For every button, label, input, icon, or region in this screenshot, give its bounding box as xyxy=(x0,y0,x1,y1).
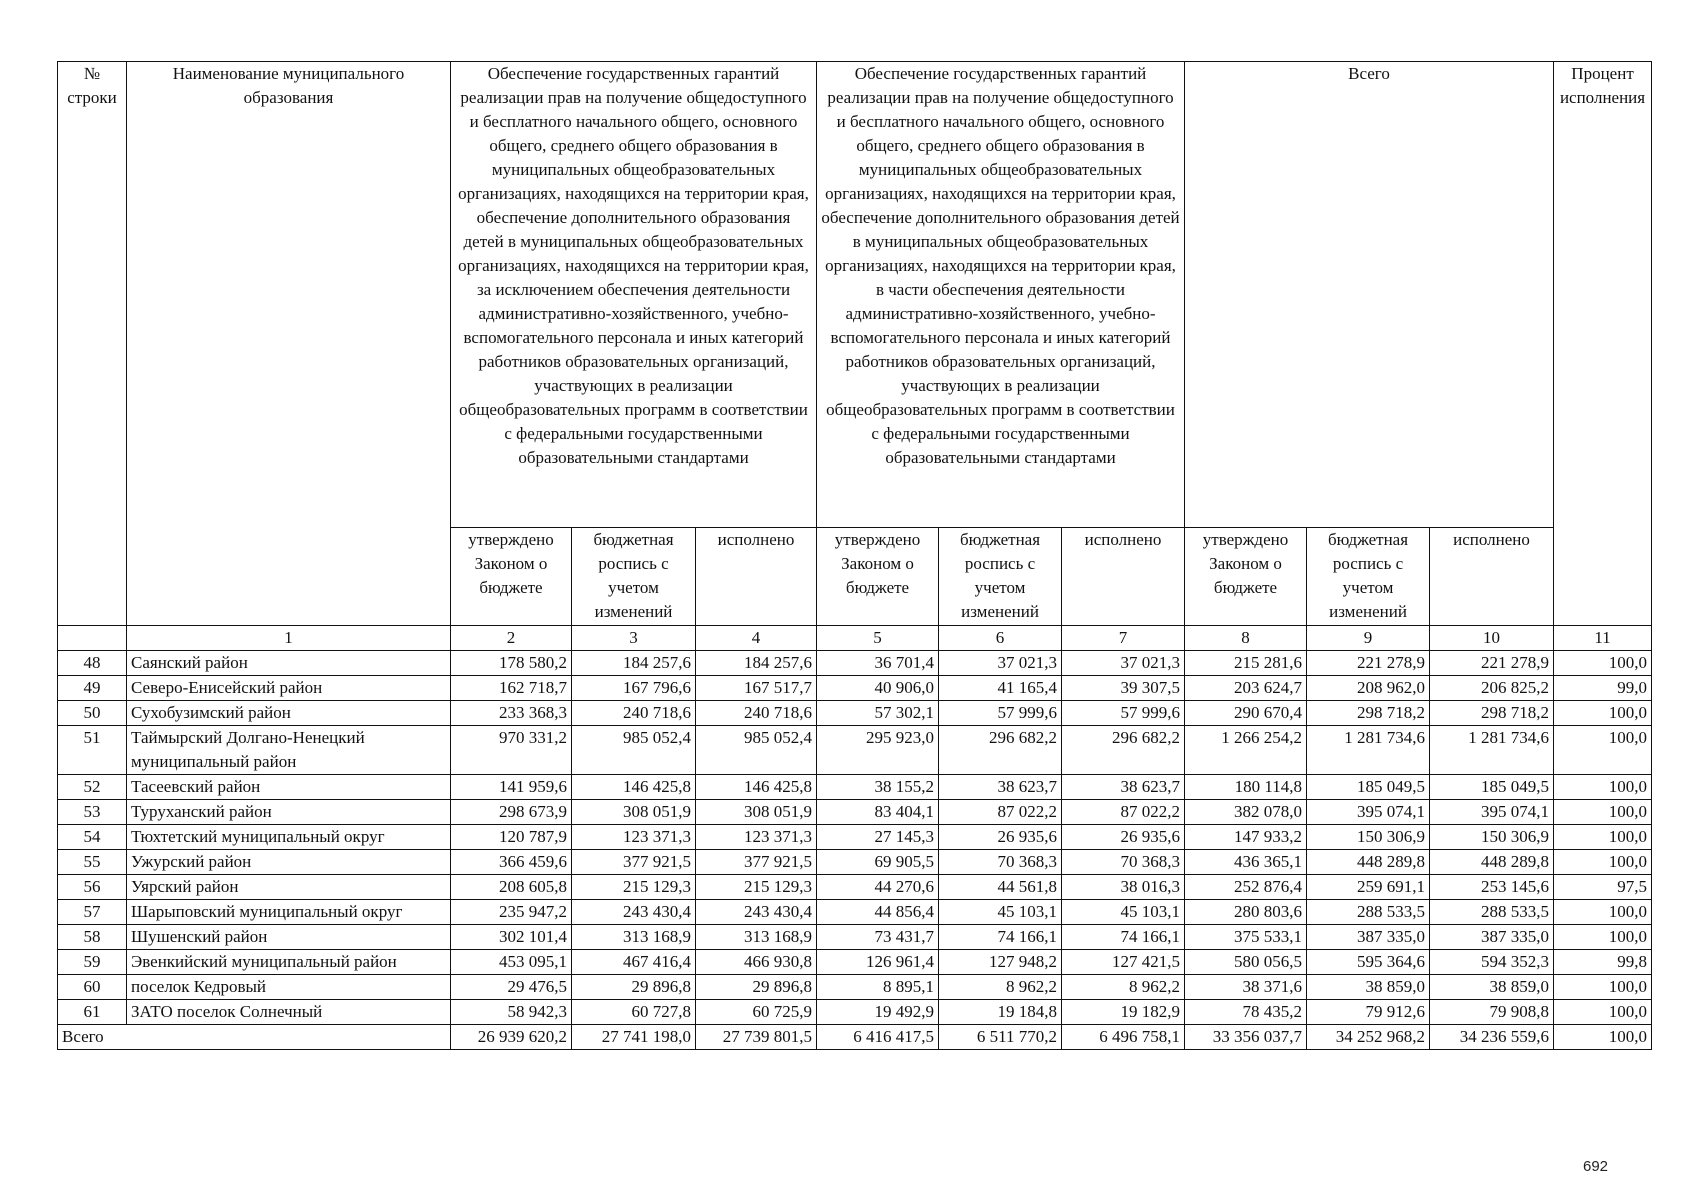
value-cell: 123 371,3 xyxy=(572,825,696,850)
value-cell: 37 021,3 xyxy=(939,651,1062,676)
value-cell: 288 533,5 xyxy=(1430,900,1554,925)
column-number: 5 xyxy=(817,626,939,651)
value-cell: 29 476,5 xyxy=(451,975,572,1000)
municipality-name-cell: поселок Кедровый xyxy=(127,975,451,1000)
subheader-executed: исполнено xyxy=(1430,528,1554,626)
column-number: 6 xyxy=(939,626,1062,651)
value-cell: 290 670,4 xyxy=(1185,701,1307,726)
value-cell: 296 682,2 xyxy=(1062,726,1185,775)
value-cell: 178 580,2 xyxy=(451,651,572,676)
value-cell: 215 129,3 xyxy=(572,875,696,900)
municipality-name-cell: Ужурский район xyxy=(127,850,451,875)
column-number: 4 xyxy=(696,626,817,651)
value-cell: 298 673,9 xyxy=(451,800,572,825)
subheader-budget-list: бюджетная роспись с учетом изменений xyxy=(1307,528,1430,626)
value-cell: 243 430,4 xyxy=(696,900,817,925)
value-cell: 70 368,3 xyxy=(939,850,1062,875)
value-cell: 38 859,0 xyxy=(1307,975,1430,1000)
value-cell: 100,0 xyxy=(1554,701,1652,726)
value-cell: 594 352,3 xyxy=(1430,950,1554,975)
value-cell: 146 425,8 xyxy=(696,775,817,800)
header-group-total: Всего xyxy=(1185,62,1554,528)
column-number: 10 xyxy=(1430,626,1554,651)
value-cell: 19 184,8 xyxy=(939,1000,1062,1025)
budget-execution-table xyxy=(57,61,1652,1050)
value-cell: 100,0 xyxy=(1554,825,1652,850)
table-row xyxy=(58,701,1652,726)
column-number: 11 xyxy=(1554,626,1652,651)
value-cell: 97,5 xyxy=(1554,875,1652,900)
total-value-cell: 27 739 801,5 xyxy=(696,1025,817,1050)
value-cell: 298 718,2 xyxy=(1430,701,1554,726)
municipality-name-cell: Сухобузимский район xyxy=(127,701,451,726)
total-value-cell: 33 356 037,7 xyxy=(1185,1025,1307,1050)
value-cell: 44 856,4 xyxy=(817,900,939,925)
value-cell: 970 331,2 xyxy=(451,726,572,775)
row-number-cell: 61 xyxy=(58,1000,127,1025)
row-number-cell: 57 xyxy=(58,900,127,925)
total-value-cell: 6 511 770,2 xyxy=(939,1025,1062,1050)
value-cell: 150 306,9 xyxy=(1307,825,1430,850)
row-number-cell: 59 xyxy=(58,950,127,975)
value-cell: 240 718,6 xyxy=(572,701,696,726)
value-cell: 215 281,6 xyxy=(1185,651,1307,676)
municipality-name-cell: Тюхтетский муниципальный округ xyxy=(127,825,451,850)
municipality-name-cell: Таймырский Долгано-Ненецкий муниципальный район xyxy=(127,726,451,775)
value-cell: 147 933,2 xyxy=(1185,825,1307,850)
municipality-name-cell: Эвенкийский муниципальный район xyxy=(127,950,451,975)
column-number-row xyxy=(58,626,1652,651)
value-cell: 221 278,9 xyxy=(1307,651,1430,676)
header-percent-execution: Процент исполнения xyxy=(1554,62,1652,626)
value-cell: 37 021,3 xyxy=(1062,651,1185,676)
value-cell: 240 718,6 xyxy=(696,701,817,726)
table-row xyxy=(58,651,1652,676)
value-cell: 38 623,7 xyxy=(939,775,1062,800)
table-row xyxy=(58,975,1652,1000)
value-cell: 235 947,2 xyxy=(451,900,572,925)
value-cell: 466 930,8 xyxy=(696,950,817,975)
subheader-approved: утверждено Законом о бюджете xyxy=(817,528,939,626)
value-cell: 100,0 xyxy=(1554,726,1652,775)
value-cell: 120 787,9 xyxy=(451,825,572,850)
value-cell: 233 368,3 xyxy=(451,701,572,726)
municipality-name-cell: ЗАТО поселок Солнечный xyxy=(127,1000,451,1025)
value-cell: 70 368,3 xyxy=(1062,850,1185,875)
value-cell: 69 905,5 xyxy=(817,850,939,875)
value-cell: 100,0 xyxy=(1554,975,1652,1000)
total-value-cell: 6 416 417,5 xyxy=(817,1025,939,1050)
total-value-cell: 34 236 559,6 xyxy=(1430,1025,1554,1050)
value-cell: 57 302,1 xyxy=(817,701,939,726)
total-row xyxy=(58,1025,1652,1050)
value-cell: 253 145,6 xyxy=(1430,875,1554,900)
value-cell: 60 725,9 xyxy=(696,1000,817,1025)
total-value-cell: 34 252 968,2 xyxy=(1307,1025,1430,1050)
value-cell: 19 492,9 xyxy=(817,1000,939,1025)
value-cell: 243 430,4 xyxy=(572,900,696,925)
value-cell: 387 335,0 xyxy=(1307,925,1430,950)
value-cell: 377 921,5 xyxy=(696,850,817,875)
row-number-cell: 54 xyxy=(58,825,127,850)
municipality-name-cell: Саянский район xyxy=(127,651,451,676)
value-cell: 985 052,4 xyxy=(572,726,696,775)
value-cell: 79 912,6 xyxy=(1307,1000,1430,1025)
value-cell: 167 517,7 xyxy=(696,676,817,701)
value-cell: 387 335,0 xyxy=(1430,925,1554,950)
table-row xyxy=(58,950,1652,975)
value-cell: 127 948,2 xyxy=(939,950,1062,975)
value-cell: 208 605,8 xyxy=(451,875,572,900)
value-cell: 39 307,5 xyxy=(1062,676,1185,701)
value-cell: 395 074,1 xyxy=(1430,800,1554,825)
value-cell: 38 859,0 xyxy=(1430,975,1554,1000)
table-row xyxy=(58,875,1652,900)
value-cell: 436 365,1 xyxy=(1185,850,1307,875)
value-cell: 467 416,4 xyxy=(572,950,696,975)
value-cell: 308 051,9 xyxy=(572,800,696,825)
value-cell: 78 435,2 xyxy=(1185,1000,1307,1025)
value-cell: 100,0 xyxy=(1554,775,1652,800)
table-row xyxy=(58,775,1652,800)
value-cell: 29 896,8 xyxy=(572,975,696,1000)
value-cell: 29 896,8 xyxy=(696,975,817,1000)
table-row xyxy=(58,1000,1652,1025)
value-cell: 1 281 734,6 xyxy=(1430,726,1554,775)
total-value-cell: 6 496 758,1 xyxy=(1062,1025,1185,1050)
column-number xyxy=(58,626,127,651)
value-cell: 296 682,2 xyxy=(939,726,1062,775)
value-cell: 146 425,8 xyxy=(572,775,696,800)
value-cell: 366 459,6 xyxy=(451,850,572,875)
row-number-cell: 51 xyxy=(58,726,127,775)
table-row xyxy=(58,925,1652,950)
value-cell: 99,0 xyxy=(1554,676,1652,701)
row-number-cell: 56 xyxy=(58,875,127,900)
value-cell: 45 103,1 xyxy=(1062,900,1185,925)
value-cell: 99,8 xyxy=(1554,950,1652,975)
municipality-name-cell: Уярский район xyxy=(127,875,451,900)
value-cell: 38 155,2 xyxy=(817,775,939,800)
header-group-education-guarantees: Обеспечение государственных гарантий реализации прав на получение общедоступного и бесплатного начального общего, основного общего, среднего общего образования в муниципальных общеобразовательных организациях, находящихся на территории края, обеспечение дополнительного образования детей в муниципальных общеобразовательных организациях, находящихся на территории края, за исключением обеспечения деятельности административно-хозяйственного, учебно-вспомогательного персонала и иных категорий работников образовательных организаций, участвующих в реализации общеобразовательных программ в соответствии с федеральными государственными образовательными стандартами xyxy=(451,62,817,528)
value-cell: 38 371,6 xyxy=(1185,975,1307,1000)
value-cell: 180 114,8 xyxy=(1185,775,1307,800)
value-cell: 126 961,4 xyxy=(817,950,939,975)
value-cell: 60 727,8 xyxy=(572,1000,696,1025)
value-cell: 375 533,1 xyxy=(1185,925,1307,950)
row-number-cell: 60 xyxy=(58,975,127,1000)
value-cell: 100,0 xyxy=(1554,925,1652,950)
municipality-name-cell: Тасеевский район xyxy=(127,775,451,800)
row-number-cell: 50 xyxy=(58,701,127,726)
value-cell: 595 364,6 xyxy=(1307,950,1430,975)
value-cell: 162 718,7 xyxy=(451,676,572,701)
header-group-support-staff: Обеспечение государственных гарантий реализации прав на получение общедоступного и бесплатного начального общего, основного общего, среднего общего образования в муниципальных общеобразовательных организациях, находящихся на территории края, обеспечение дополнительного образования детей в муниципальных общеобразовательных организациях, находящихся на территории края, в части обеспечения деятельности административно-хозяйственного, учебно-вспомогательного персонала и иных категорий работников образовательных организаций, участвующих в реализации общеобразовательных программ в соответствии с федеральными государственными образовательными стандартами xyxy=(817,62,1185,528)
value-cell: 100,0 xyxy=(1554,900,1652,925)
value-cell: 100,0 xyxy=(1554,651,1652,676)
value-cell: 36 701,4 xyxy=(817,651,939,676)
column-number: 7 xyxy=(1062,626,1185,651)
value-cell: 100,0 xyxy=(1554,800,1652,825)
subheader-executed: исполнено xyxy=(1062,528,1185,626)
subheader-approved: утверждено Законом о бюджете xyxy=(451,528,572,626)
value-cell: 58 942,3 xyxy=(451,1000,572,1025)
value-cell: 185 049,5 xyxy=(1307,775,1430,800)
value-cell: 8 895,1 xyxy=(817,975,939,1000)
value-cell: 252 876,4 xyxy=(1185,875,1307,900)
value-cell: 280 803,6 xyxy=(1185,900,1307,925)
value-cell: 448 289,8 xyxy=(1307,850,1430,875)
value-cell: 203 624,7 xyxy=(1185,676,1307,701)
value-cell: 167 796,6 xyxy=(572,676,696,701)
value-cell: 27 145,3 xyxy=(817,825,939,850)
value-cell: 141 959,6 xyxy=(451,775,572,800)
value-cell: 288 533,5 xyxy=(1307,900,1430,925)
value-cell: 1 266 254,2 xyxy=(1185,726,1307,775)
value-cell: 100,0 xyxy=(1554,850,1652,875)
table-row xyxy=(58,676,1652,701)
table-row xyxy=(58,726,1652,775)
column-number: 8 xyxy=(1185,626,1307,651)
value-cell: 185 049,5 xyxy=(1430,775,1554,800)
value-cell: 215 129,3 xyxy=(696,875,817,900)
table-body xyxy=(58,651,1652,1050)
value-cell: 184 257,6 xyxy=(572,651,696,676)
total-value-cell: 27 741 198,0 xyxy=(572,1025,696,1050)
value-cell: 1 281 734,6 xyxy=(1307,726,1430,775)
value-cell: 8 962,2 xyxy=(1062,975,1185,1000)
value-cell: 259 691,1 xyxy=(1307,875,1430,900)
municipality-name-cell: Шарыповский муниципальный округ xyxy=(127,900,451,925)
column-number: 9 xyxy=(1307,626,1430,651)
value-cell: 38 623,7 xyxy=(1062,775,1185,800)
table-row xyxy=(58,800,1652,825)
value-cell: 184 257,6 xyxy=(696,651,817,676)
value-cell: 985 052,4 xyxy=(696,726,817,775)
value-cell: 150 306,9 xyxy=(1430,825,1554,850)
value-cell: 377 921,5 xyxy=(572,850,696,875)
value-cell: 19 182,9 xyxy=(1062,1000,1185,1025)
value-cell: 57 999,6 xyxy=(939,701,1062,726)
value-cell: 45 103,1 xyxy=(939,900,1062,925)
value-cell: 73 431,7 xyxy=(817,925,939,950)
value-cell: 208 962,0 xyxy=(1307,676,1430,701)
value-cell: 74 166,1 xyxy=(939,925,1062,950)
value-cell: 26 935,6 xyxy=(939,825,1062,850)
total-value-cell: 100,0 xyxy=(1554,1025,1652,1050)
subheader-budget-list: бюджетная роспись с учетом изменений xyxy=(572,528,696,626)
value-cell: 38 016,3 xyxy=(1062,875,1185,900)
header-row-number: № строки xyxy=(58,62,127,626)
table-row xyxy=(58,900,1652,925)
value-cell: 313 168,9 xyxy=(572,925,696,950)
value-cell: 123 371,3 xyxy=(696,825,817,850)
subheader-approved: утверждено Законом о бюджете xyxy=(1185,528,1307,626)
value-cell: 83 404,1 xyxy=(817,800,939,825)
value-cell: 57 999,6 xyxy=(1062,701,1185,726)
row-number-cell: 49 xyxy=(58,676,127,701)
value-cell: 298 718,2 xyxy=(1307,701,1430,726)
value-cell: 26 935,6 xyxy=(1062,825,1185,850)
value-cell: 40 906,0 xyxy=(817,676,939,701)
value-cell: 87 022,2 xyxy=(1062,800,1185,825)
value-cell: 100,0 xyxy=(1554,1000,1652,1025)
value-cell: 206 825,2 xyxy=(1430,676,1554,701)
value-cell: 395 074,1 xyxy=(1307,800,1430,825)
table-row xyxy=(58,850,1652,875)
subheader-executed: исполнено xyxy=(696,528,817,626)
value-cell: 453 095,1 xyxy=(451,950,572,975)
page-number: 692 xyxy=(1583,1158,1609,1175)
total-value-cell: 26 939 620,2 xyxy=(451,1025,572,1050)
value-cell: 295 923,0 xyxy=(817,726,939,775)
row-number-cell: 53 xyxy=(58,800,127,825)
row-number-cell: 48 xyxy=(58,651,127,676)
row-number-cell: 52 xyxy=(58,775,127,800)
value-cell: 79 908,8 xyxy=(1430,1000,1554,1025)
header-municipality-name: Наименование муниципального образования xyxy=(127,62,451,626)
column-number: 3 xyxy=(572,626,696,651)
row-number-cell: 58 xyxy=(58,925,127,950)
value-cell: 8 962,2 xyxy=(939,975,1062,1000)
value-cell: 448 289,8 xyxy=(1430,850,1554,875)
value-cell: 382 078,0 xyxy=(1185,800,1307,825)
value-cell: 87 022,2 xyxy=(939,800,1062,825)
subheader-budget-list: бюджетная роспись с учетом изменений xyxy=(939,528,1062,626)
total-label: Всего xyxy=(58,1025,451,1050)
value-cell: 308 051,9 xyxy=(696,800,817,825)
row-number-cell: 55 xyxy=(58,850,127,875)
value-cell: 44 270,6 xyxy=(817,875,939,900)
value-cell: 313 168,9 xyxy=(696,925,817,950)
value-cell: 302 101,4 xyxy=(451,925,572,950)
column-number: 2 xyxy=(451,626,572,651)
value-cell: 74 166,1 xyxy=(1062,925,1185,950)
value-cell: 580 056,5 xyxy=(1185,950,1307,975)
value-cell: 127 421,5 xyxy=(1062,950,1185,975)
value-cell: 44 561,8 xyxy=(939,875,1062,900)
value-cell: 221 278,9 xyxy=(1430,651,1554,676)
municipality-name-cell: Туруханский район xyxy=(127,800,451,825)
municipality-name-cell: Шушенский район xyxy=(127,925,451,950)
table-row xyxy=(58,825,1652,850)
value-cell: 41 165,4 xyxy=(939,676,1062,701)
column-number: 1 xyxy=(127,626,451,651)
municipality-name-cell: Северо-Енисейский район xyxy=(127,676,451,701)
